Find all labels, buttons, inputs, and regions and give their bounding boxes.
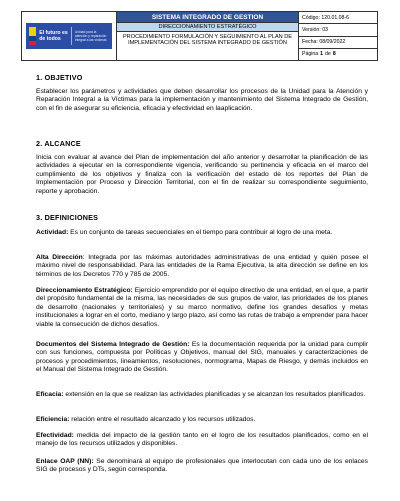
definition-enlace-oap [36,458,368,475]
date-label: Fecha: [302,39,318,46]
date-value: 08/09/2022 [319,39,346,46]
definition-text: medida del impacto de la gestión tanto en el logro de los resultados planificados, como en el manejo de los recursos utilizados y disponibles. [36,432,368,448]
version-value: 03 [322,26,328,33]
colombia-flag-icon [29,27,36,45]
system-title: SISTEMA INTEGRADO DE GESTION [117,12,298,23]
page-cell [299,49,377,60]
definition-text: : Integrada por las máximas autoridades administrativas de una entidad y quién posee el máximo nivel de responsabilidad. Para las entidades de la Rama Ejecutiva, la alta dirección se define en los términos de los Decretos 770 y 785 de 2005. [36,254,368,278]
date-cell [299,37,377,49]
definition-term: Efectividad: [36,432,74,439]
definition-actividad [36,229,368,237]
definition-term: Actividad: [36,229,69,236]
definition-efectividad [36,432,368,449]
definition-text: relación entre el resultado alcanzado y los recursos utilizados. [69,416,256,423]
logo-main-text: El futuro es de todos [39,30,68,42]
code-label: Código: [302,14,320,21]
page-total: 8 [332,51,336,58]
header-center [117,12,299,60]
definition-documentos-sig [36,341,368,375]
section-heading-objetivo: 1. OBJETIVO [36,73,83,82]
definition-text: Es la documentación requerida por la unidad para cumplir con sus funciones, compuesta por Políticas y Objetivos, manual del SIG, manuales y caracterizaciones de procesos y procedimientos, lineamientos, resoluciones, normograma, Mapas de Riesgo, y demás incluidos en el Manual del Sistema Integrado de Gestión. [36,341,368,374]
version-cell [299,24,377,36]
definition-term: Eficiencia: [36,416,70,423]
document-header [21,11,378,61]
definition-term: Direccionamiento Estratégico: [36,287,133,294]
definition-text: Es un conjunto de tareas secuenciales en el tiempo para contribuir al logro de una meta. [68,229,333,236]
version-label: Versión: [302,26,321,33]
header-metadata [299,12,377,60]
logo-divider [71,27,72,45]
definition-eficacia [36,391,368,399]
definition-alta-direccion [36,254,368,279]
section-heading-alcance: 2. ALCANCE [36,139,81,148]
page-current: 1 [320,51,324,58]
government-logo [26,23,112,49]
code-cell [299,12,377,24]
alcance-text: Inicia con evaluar al avance del Plan de implementación del año anterior y desarrollar la planificación de las actividades a ejecutar en la correspondiente vigencia, verificando su pertinencia y eficacia en el marco del cumplimiento de los objetivos y finaliza con la verificación del estado de los reportes del Plan de Implementación por Proceso y Dirección Territorial, con el fin de realizar su correspondiente seguimiento, reporte y aprobación. [36,154,368,195]
definition-term: Eficacia: [36,391,64,398]
logo-cell [22,12,117,60]
definition-direccionamiento [36,287,368,329]
definition-text: Ejercicio emprendido por el equipo directivo de una entidad, en el que, a partir del propósito fundamental de la misma, las necesidades de sus grupos de valor, las prioridades de los planes de desarrollo (nacionales y territoriales) y su marco normativo, define los grandes desafíos y metas institucionales a lograr en el corto, mediano y largo plazo, así como las rutas de trabajo a emprender para hacer viable la consecución de dichos desafíos. [36,287,368,328]
definition-eficiencia [36,416,368,424]
page-of: de [325,51,331,58]
logo-sub-text: Unidad para la atención y reparación integral a las víctimas [74,29,107,43]
code-value: 120.01.08-6 [321,14,350,21]
definition-term: Documentos del Sistema Integrado de Gestión: [36,341,190,348]
procedure-title: PROCEDIMIENTO FORMULACIÓN Y SEGUIMIENTO AL PLAN DE IMPLEMENTACIÓN DEL SISTEMA INTEGRADO DE GESTIÓN [122,34,293,47]
definition-term: Alta Dirección [36,254,83,261]
section-heading-definiciones: 3. DEFINICIONES [36,213,99,222]
definition-text: extensión en la que se realizan las actividades planificadas y se alcanzan los resultados planificados. [63,391,366,398]
objetivo-text: Establecer los parámetros y actividades que deben desarrollar los procesos de la Unidad para la Atención y Reparación Integral a la Víctimas para la implementación y mantenimiento del Sistema Integrado de Gestión, con el fin de asegurar su eficiencia, eficacia y efectividad en laaplicación. [36,88,368,112]
page-label: Página [302,51,319,58]
definition-term: Enlace OAP (NN): [36,458,94,465]
definition-text: Se denominará al equipo de profesionales que interlocutan con cada uno de los enlaces SIG de procesos y DTs, según corresponda. [36,458,368,474]
process-subtitle: DIRECCIONAMIENTO ESTRATÉGICO [117,23,298,32]
